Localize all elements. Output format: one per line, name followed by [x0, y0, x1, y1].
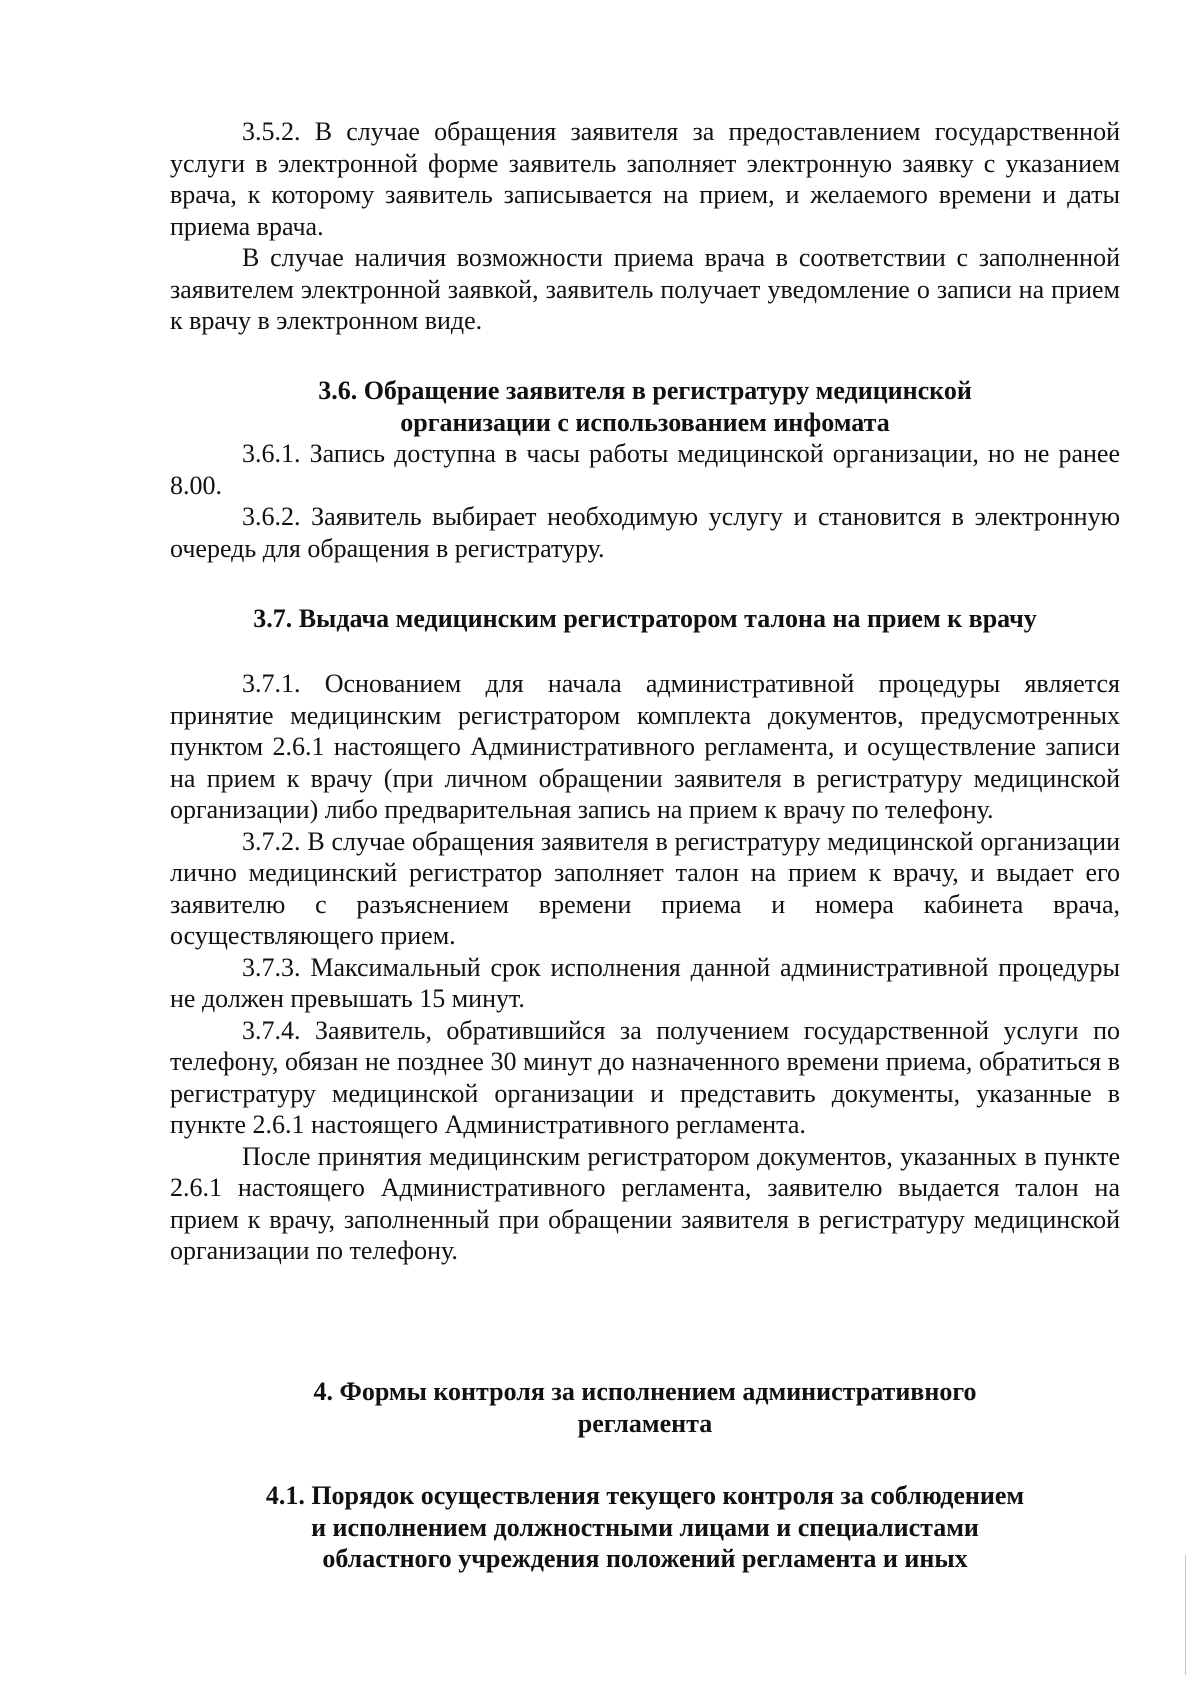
section-3-7-heading-block — [170, 603, 1120, 635]
heading-3-6-line-1: 3.6. Обращение заявителя в регистратуру медицинской — [318, 376, 972, 405]
scan-edge-mark — [1185, 1555, 1186, 1675]
section-4-1-heading-block — [170, 1480, 1120, 1575]
heading-4-1-line-2: и исполнением должностными лицами и специалистами — [311, 1512, 979, 1542]
paragraph-3-7-2: 3.7.2. В случае обращения заявителя в регистратуру медицинской организации лично медицинский регистратор заполняет талон на прием к врачу, и выдает его заявителю с разъяснением времени приема и номера кабинета врача, осуществляющего прием. — [170, 826, 1120, 950]
heading-4-1-line-3: областного учреждения положений регламента и иных — [322, 1544, 968, 1573]
heading-4-1-line-1: 4.1. Порядок осуществления текущего контроля за соблюдением — [265, 1481, 1025, 1510]
paragraph-3-7-3: 3.7.3. Максимальный срок исполнения данной административной процедуры не должен превышать 15 минут. — [170, 952, 1120, 1013]
paragraph-3-6-1: 3.6.1. Запись доступна в часы работы медицинской организации, но не ранее 8.00. — [170, 439, 1120, 500]
paragraph-after-3-7-4: После принятия медицинским регистратором документов, указанных в пункте 2.6.1 настоящего Административного регламента, заявителю выдается талон на прием к врачу, заполненный при обращении заявителя в регистратуру медицинской организации по телефону. — [170, 1141, 1120, 1265]
paragraph-3-7-1: 3.7.1. Основанием для начала административной процедуры является принятие медицинским регистратором комплекта документов, предусмотренных пунктом 2.6.1 настоящего Административного регламента, и осуществление записи на прием к врачу (при личном обращении заявителя в регистратуру медицинской организации) либо предварительная запись на прием к врачу по телефону. — [170, 669, 1120, 824]
section-3-7 — [170, 668, 1120, 1267]
heading-3-6-line-2: организации с использованием инфомата — [400, 407, 890, 437]
paragraph-3-5-2-continued: В случае наличия возможности приема врача в соответствии с заполненной заявителем электронной заявкой, заявитель получает уведомление о записи на прием к врачу в электронном виде. — [170, 243, 1120, 335]
heading-4-line-1: 4. Формы контроля за исполнением административного — [313, 1377, 977, 1406]
paragraph-3-7-4: 3.7.4. Заявитель, обратившийся за получением государственной услуги по телефону, обязан не позднее 30 минут до назначенного времени приема, обратиться в регистратуру медицинской организации и представить документы, указанные в пункте 2.6.1 настоящего Административного регламента. — [170, 1015, 1120, 1139]
heading-3-7: 3.7. Выдача медицинским регистратором талона на прием к врачу — [253, 604, 1037, 633]
heading-4-line-2: регламента — [577, 1408, 713, 1438]
section-3-6 — [170, 375, 1120, 564]
section-3-5-2 — [170, 116, 1120, 337]
paragraph-3-6-2: 3.6.2. Заявитель выбирает необходимую услугу и становится в электронную очередь для обращения в регистратуру. — [170, 502, 1120, 563]
paragraph-3-5-2: 3.5.2. В случае обращения заявителя за предоставлением государственной услуги в электронной форме заявитель заполняет электронную заявку с указанием врача, к которому заявитель записывается на прием, и желаемого времени и даты приема врача. — [170, 117, 1120, 241]
section-4-heading-block — [170, 1376, 1120, 1439]
